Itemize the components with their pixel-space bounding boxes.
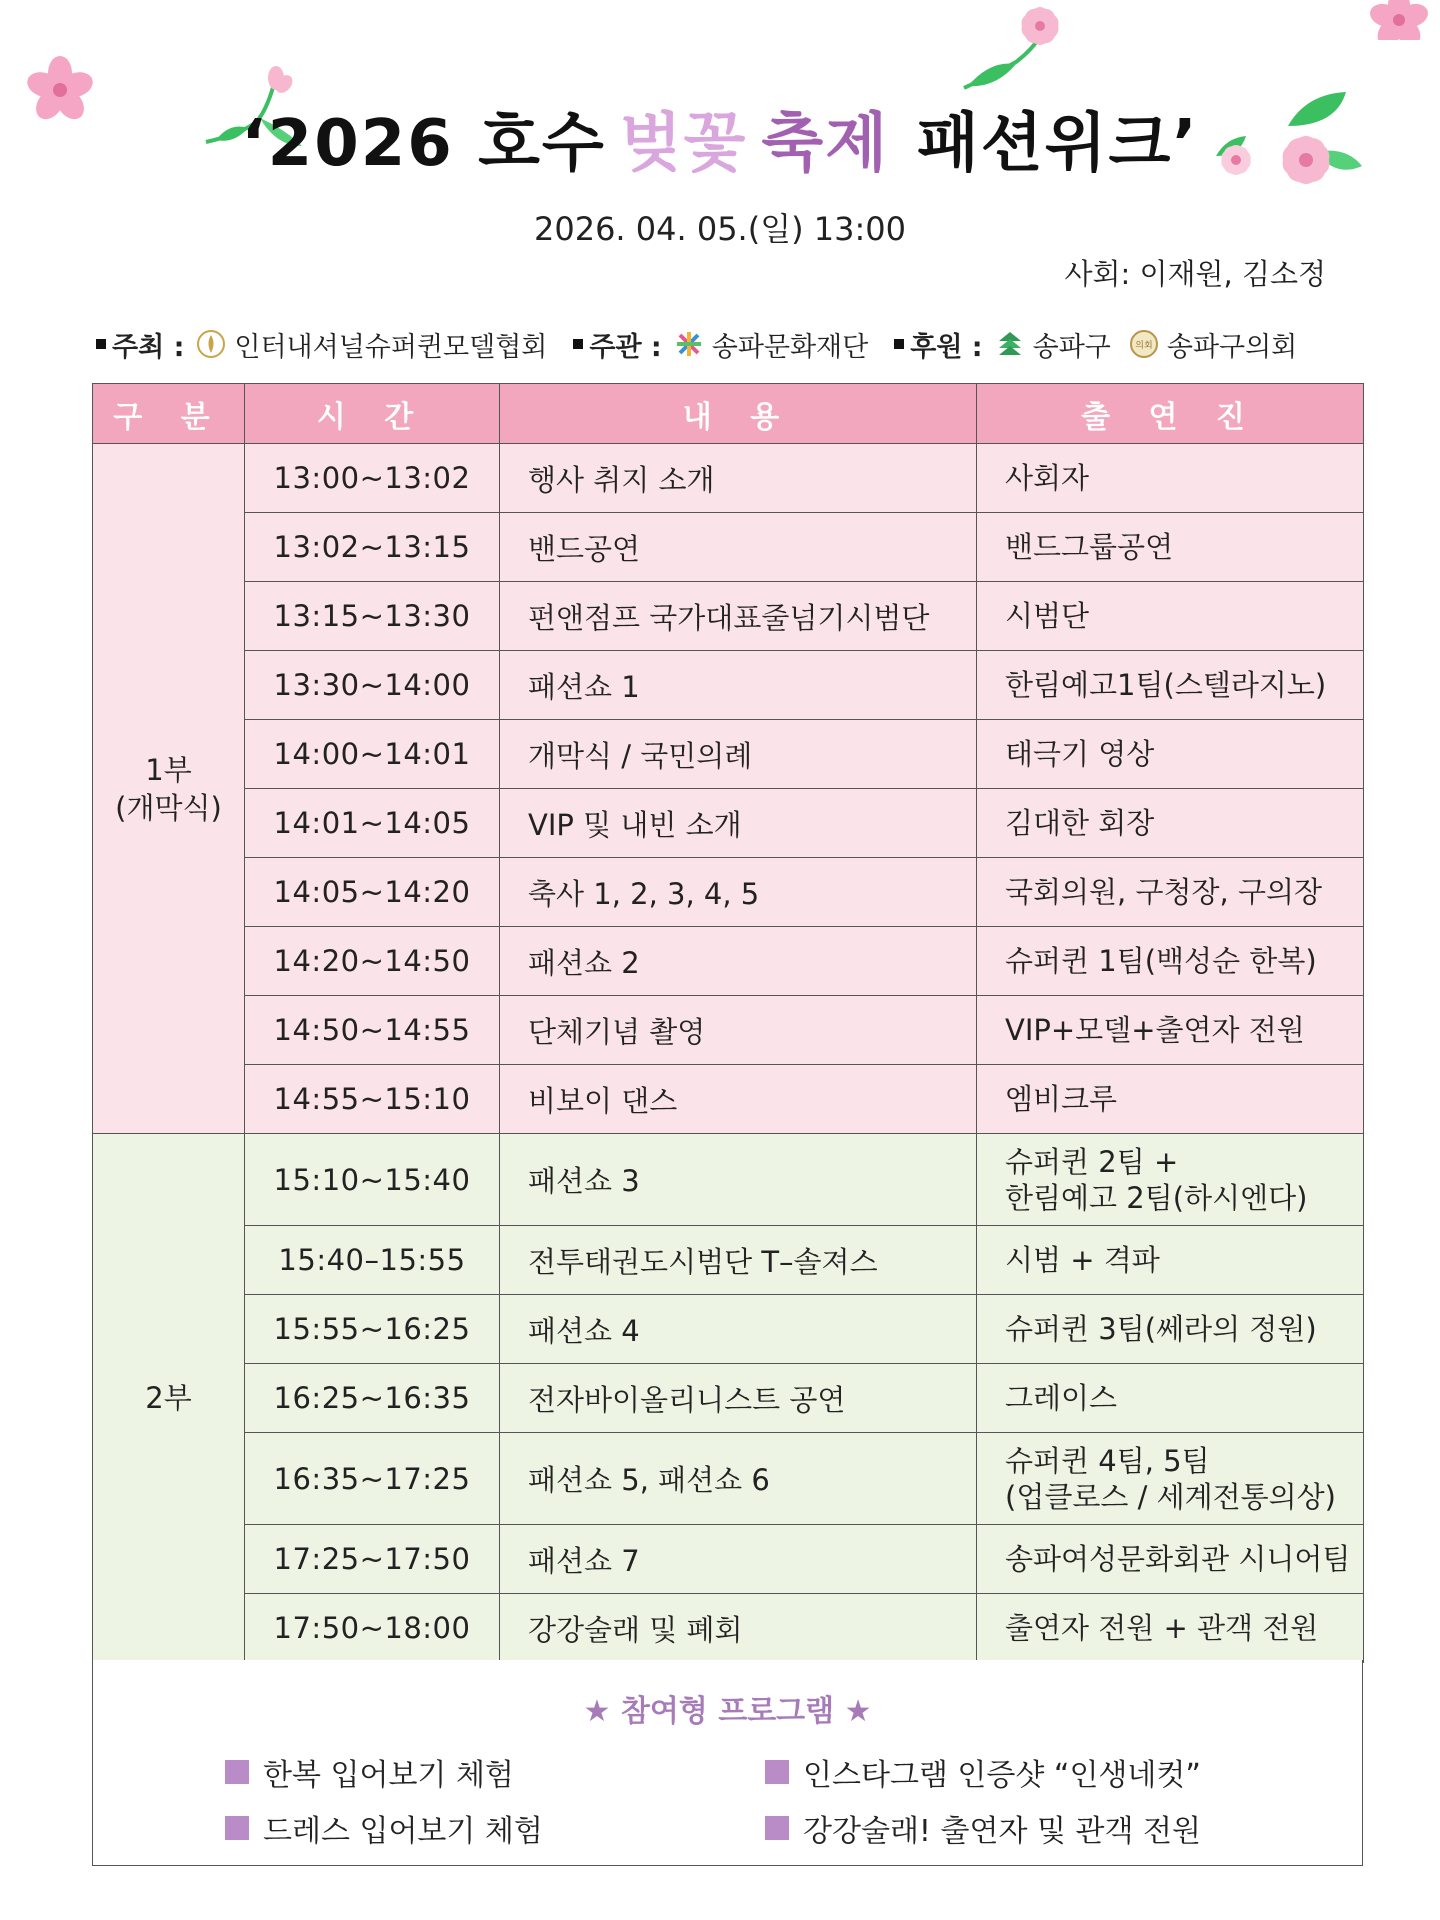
bullet-square-icon (225, 1760, 249, 1784)
row-time: 13:02~13:15 (245, 513, 500, 582)
schedule-table (92, 383, 1364, 1663)
organizer-label: 주관 : (589, 331, 662, 363)
row-cast: 슈퍼퀸 4팀, 5팀 (업클로스 / 세계전통의상) (977, 1433, 1364, 1525)
event-datetime: 2026. 04. 05.(일) 13:00 (533, 210, 906, 248)
title-festival: 축제 (761, 107, 890, 181)
row-content: 전투태권도시범단 T–솔져스 (500, 1226, 977, 1295)
row-content: 패션쇼 2 (500, 927, 977, 996)
row-content: 비보이 댄스 (500, 1065, 977, 1134)
row-time: 15:55~16:25 (245, 1295, 500, 1364)
table-row (93, 1594, 1364, 1663)
program-item (225, 1750, 514, 1794)
row-cast: 국회의원, 구청장, 구의장 (977, 858, 1364, 927)
row-cast: 슈퍼퀸 2팀 + 한림예고 2팀(하시엔다) (977, 1134, 1364, 1226)
table-row (93, 582, 1364, 651)
support-group (894, 325, 1297, 364)
row-content: 패션쇼 7 (500, 1525, 977, 1594)
title-quote-open: ‘ (241, 107, 268, 181)
row-content: 강강술래 및 폐회 (500, 1594, 977, 1663)
participation-program-box (92, 1660, 1363, 1866)
bullet-square-icon (573, 339, 583, 349)
council-seal-icon (1129, 329, 1159, 359)
sponsors-line (96, 322, 1366, 366)
bullet-square-icon (894, 339, 904, 349)
row-cast: 슈퍼퀸 1팀(백성순 한복) (977, 927, 1364, 996)
row-time: 13:30~14:00 (245, 651, 500, 720)
table-row (93, 513, 1364, 582)
table-row (93, 1134, 1364, 1226)
header-time: 시 간 (245, 384, 500, 444)
host-name: 인터내셔널슈퍼퀸모델협회 (234, 331, 548, 363)
bullet-square-icon (765, 1816, 789, 1840)
table-row (93, 927, 1364, 996)
support-name-2: 송파구의회 (1166, 331, 1298, 363)
support-name-1: 송파구 (1032, 331, 1111, 363)
row-time: 14:00~14:01 (245, 720, 500, 789)
row-time: 13:00~13:02 (245, 444, 500, 513)
title-fashion-week: 패션위크 (917, 107, 1173, 181)
program-item-label: 강강술래! 출연자 및 관객 전원 (803, 1814, 1201, 1849)
bullet-square-icon (765, 1760, 789, 1784)
row-time: 14:55~15:10 (245, 1065, 500, 1134)
row-cast: 밴드그룹공연 (977, 513, 1364, 582)
table-row (93, 858, 1364, 927)
table-row (93, 444, 1364, 513)
row-cast: 그레이스 (977, 1364, 1364, 1433)
page-title (0, 92, 1440, 184)
council-seal-text: 의회 (1135, 341, 1153, 351)
row-time: 14:50~14:55 (245, 996, 500, 1065)
bullet-square-icon (225, 1816, 249, 1840)
row-cast: 엠비크루 (977, 1065, 1364, 1134)
row-content: 단체기념 촬영 (500, 996, 977, 1065)
table-row (93, 1295, 1364, 1364)
table-row (93, 1525, 1364, 1594)
row-content: 밴드공연 (500, 513, 977, 582)
program-item (765, 1806, 1201, 1850)
table-row (93, 1226, 1364, 1295)
organizer-group (573, 325, 868, 364)
table-row (93, 1065, 1364, 1134)
row-time: 17:25~17:50 (245, 1525, 500, 1594)
row-content: VIP 및 내빈 소개 (500, 789, 977, 858)
table-row (93, 651, 1364, 720)
title-year: 2026 호수 (267, 107, 606, 181)
host-group (96, 325, 547, 364)
table-row (93, 996, 1364, 1065)
program-item-label: 한복 입어보기 체험 (263, 1758, 514, 1793)
row-time: 14:01~14:05 (245, 789, 500, 858)
row-time: 13:15~13:30 (245, 582, 500, 651)
title-quote-close: ’ (1172, 107, 1199, 181)
bullet-square-icon (96, 339, 106, 349)
event-mc: 사회: 이재원, 김소정 (1064, 257, 1326, 291)
row-content: 패션쇼 3 (500, 1134, 977, 1226)
support-label: 후원 : (910, 331, 983, 363)
table-row (93, 1433, 1364, 1525)
table-row (93, 789, 1364, 858)
row-time: 15:40–15:55 (245, 1226, 500, 1295)
row-cast: VIP+모델+출연자 전원 (977, 996, 1364, 1065)
row-cast: 시범단 (977, 582, 1364, 651)
row-cast: 송파여성문화회관 시니어팀 (977, 1525, 1364, 1594)
row-cast: 슈퍼퀸 3팀(쎄라의 정원) (977, 1295, 1364, 1364)
host-label: 주최 : (112, 331, 185, 363)
row-content: 전자바이올리니스트 공연 (500, 1364, 977, 1433)
table-header-row (93, 384, 1364, 444)
row-content: 패션쇼 4 (500, 1295, 977, 1364)
table-row (93, 1364, 1364, 1433)
cherry-blossom-branch-icon (950, 4, 1070, 96)
model-association-logo-icon (196, 329, 226, 359)
row-content: 개막식 / 국민의례 (500, 720, 977, 789)
row-content: 축사 1, 2, 3, 4, 5 (500, 858, 977, 927)
row-time: 16:35~17:25 (245, 1433, 500, 1525)
row-content: 패션쇼 1 (500, 651, 977, 720)
songpa-gu-logo-icon (995, 329, 1025, 359)
program-item-label: 인스타그램 인증샷 “인생네컷” (803, 1758, 1201, 1793)
program-item (225, 1806, 543, 1850)
program-item-label: 드레스 입어보기 체험 (263, 1814, 543, 1849)
header-cast: 출 연 진 (977, 384, 1364, 444)
row-cast: 사회자 (977, 444, 1364, 513)
table-row (93, 720, 1364, 789)
culture-foundation-logo-icon (674, 329, 704, 359)
program-title: ★ 참여형 프로그램 ★ (583, 1694, 872, 1729)
row-time: 14:05~14:20 (245, 858, 500, 927)
row-time: 15:10~15:40 (245, 1134, 500, 1226)
program-item (765, 1750, 1201, 1794)
row-cast: 출연자 전원 + 관객 전원 (977, 1594, 1364, 1663)
part-2-label: 2부 (93, 1134, 245, 1663)
cherry-blossom-icon (1358, 0, 1440, 40)
title-cherry-blossom: 벚꽃 (619, 107, 748, 181)
row-content: 펀앤점프 국가대표줄넘기시범단 (500, 582, 977, 651)
row-cast: 태극기 영상 (977, 720, 1364, 789)
row-cast: 김대한 회장 (977, 789, 1364, 858)
row-content: 패션쇼 5, 패션쇼 6 (500, 1433, 977, 1525)
row-time: 16:25~16:35 (245, 1364, 500, 1433)
part-1-label: 1부 (개막식) (93, 444, 245, 1134)
header-division: 구 분 (93, 384, 245, 444)
row-content: 행사 취지 소개 (500, 444, 977, 513)
organizer-name: 송파문화재단 (711, 331, 869, 363)
row-time: 17:50~18:00 (245, 1594, 500, 1663)
row-cast: 시범 + 격파 (977, 1226, 1364, 1295)
header-content: 내 용 (500, 384, 977, 444)
row-cast: 한림예고1팀(스텔라지노) (977, 651, 1364, 720)
row-time: 14:20~14:50 (245, 927, 500, 996)
